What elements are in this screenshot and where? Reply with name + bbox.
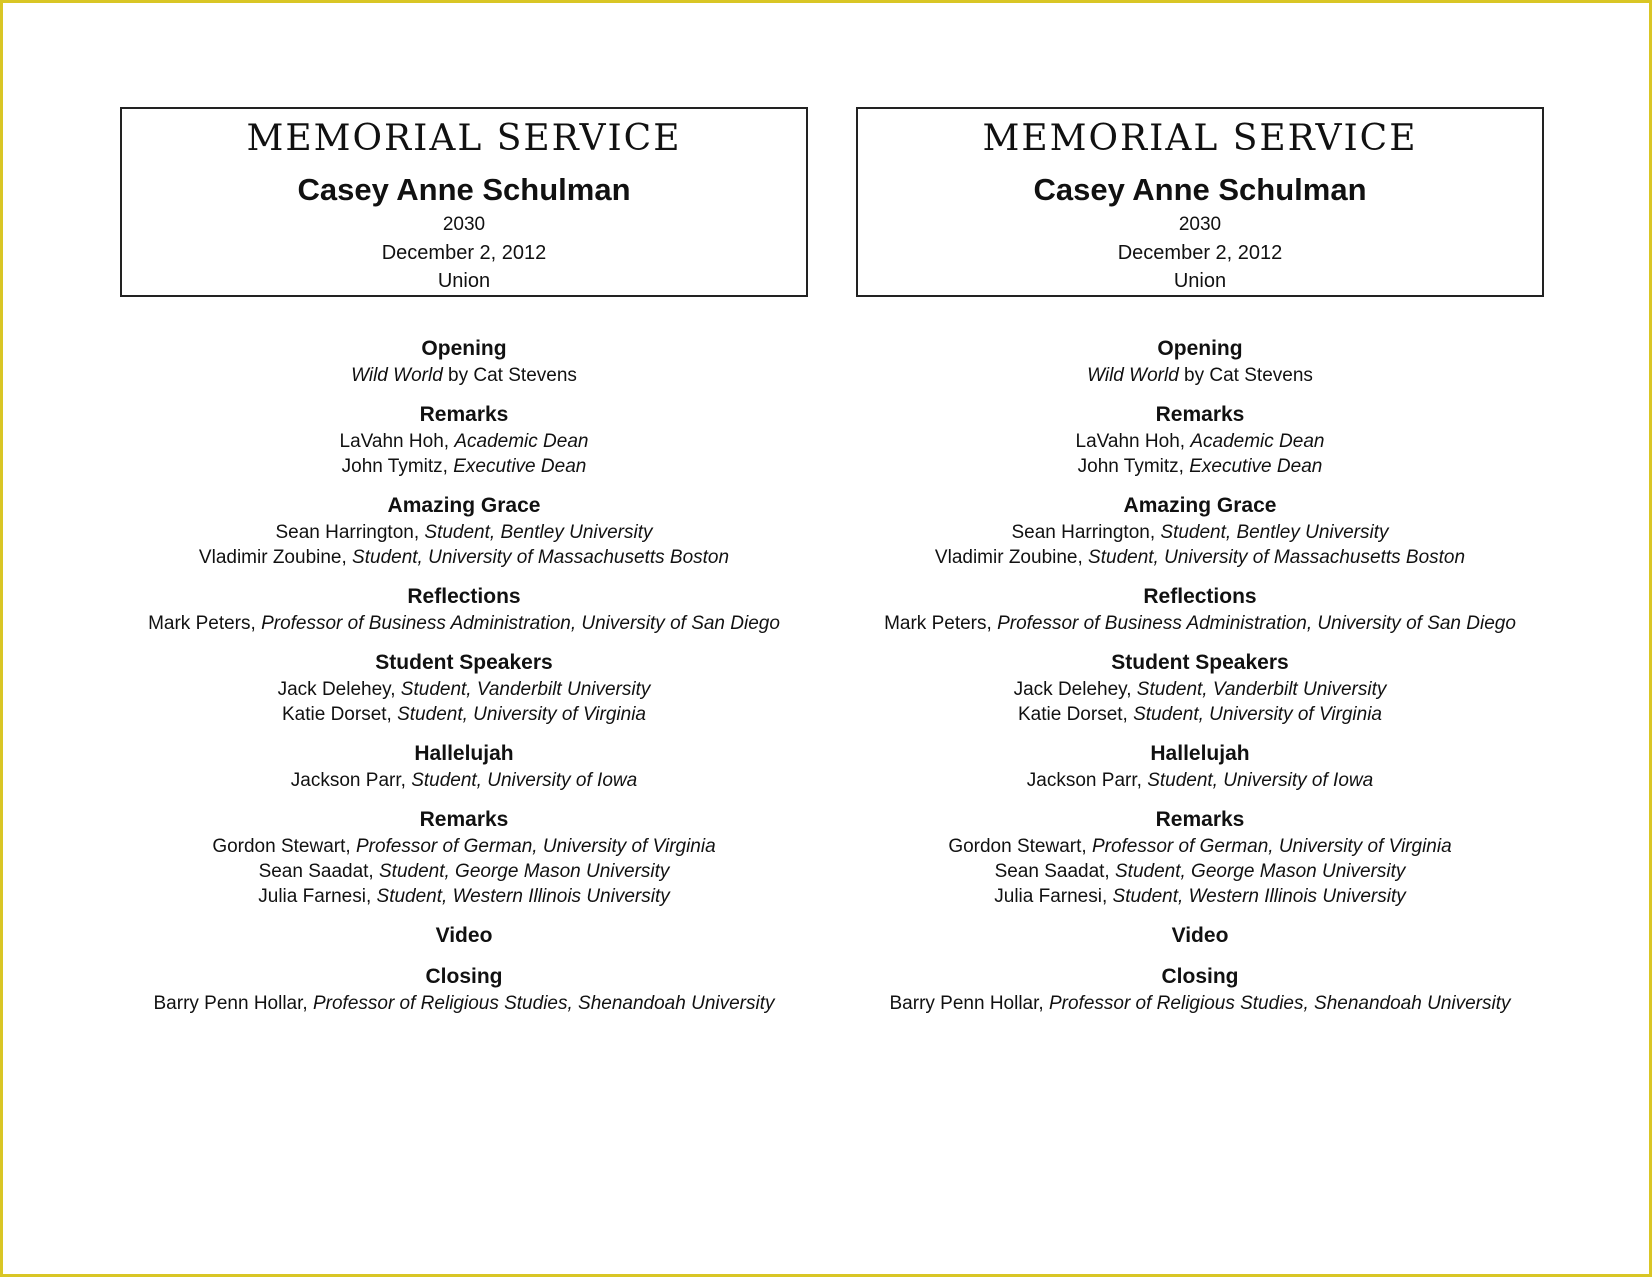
program-item-title: Student Speakers — [375, 651, 553, 674]
program-item-title: Reflections — [1143, 585, 1257, 608]
program-list — [856, 335, 1544, 1016]
program-item-line — [856, 702, 1544, 727]
participant-role: Student, Bentley University — [424, 522, 653, 543]
program-item-line — [120, 991, 808, 1016]
program-item — [120, 922, 808, 950]
participant-role: Student, Vanderbilt University — [400, 679, 651, 700]
program-list — [120, 335, 808, 1016]
participant-role: Student, Vanderbilt University — [1136, 679, 1387, 700]
participant-role: Professor of Religious Studies, Shenandoah University — [1048, 993, 1511, 1014]
honoree-name: Casey Anne Schulman — [1033, 172, 1367, 207]
participant-role: Academic Dean — [454, 431, 589, 452]
program-item — [120, 806, 808, 909]
participant-name: Katie Dorset, — [1018, 704, 1134, 725]
program-item-line — [120, 363, 808, 388]
program-item — [856, 922, 1544, 950]
program-item — [120, 335, 808, 388]
program-item-line — [856, 454, 1544, 479]
program-item-line — [120, 859, 808, 884]
program-item-line — [120, 702, 808, 727]
program-item-title: Remarks — [1155, 808, 1245, 831]
program-item-title: Opening — [421, 337, 507, 360]
participant-name: Katie Dorset, — [282, 704, 398, 725]
program-item-title: Reflections — [407, 585, 521, 608]
participant-role: Student, University of Massachusetts Boston — [352, 547, 730, 568]
program-item-line — [856, 611, 1544, 636]
participant-name: Vladimir Zoubine, — [934, 547, 1089, 568]
program-item-line — [120, 768, 808, 793]
header-box — [120, 107, 808, 297]
program-item-line — [856, 859, 1544, 884]
program-item-title: Remarks — [1155, 403, 1245, 426]
program-item-line — [856, 884, 1544, 909]
participant-role: Professor of German, University of Virginia — [355, 836, 716, 857]
program-item-line — [856, 363, 1544, 388]
program-item-line — [120, 834, 808, 859]
program-item-title: Hallelujah — [414, 742, 514, 765]
participant-name: John Tymitz, — [341, 456, 454, 477]
participant-role: Student, George Mason University — [379, 861, 670, 882]
participant-name: Mark Peters, — [884, 613, 998, 634]
participant-role: Student, University of Virginia — [397, 704, 646, 725]
program-item-title: Closing — [425, 965, 503, 988]
program-item — [856, 335, 1544, 388]
program-panel-left — [120, 107, 808, 1029]
program-item-line — [120, 884, 808, 909]
program-item-line — [120, 429, 808, 454]
service-title: MEMORIAL SERVICE — [246, 118, 682, 159]
program-item-title: Remarks — [419, 808, 509, 831]
participant-role: Student, University of Virginia — [1133, 704, 1382, 725]
program-item-line — [856, 545, 1544, 570]
program-item-title: Opening — [1157, 337, 1243, 360]
header-year: 2030 — [1178, 214, 1222, 235]
program-item-line — [856, 520, 1544, 545]
participant-name: Jackson Parr, — [1026, 770, 1148, 791]
participant-name: Jack Delehey, — [1013, 679, 1137, 700]
participant-role: Academic Dean — [1190, 431, 1325, 452]
program-item — [120, 583, 808, 636]
participant-name: Sean Saadat, — [258, 861, 379, 882]
participant-name: Sean Harrington, — [275, 522, 425, 543]
program-item-title: Amazing Grace — [387, 494, 541, 517]
program-item-line — [856, 768, 1544, 793]
participant-role: Student, University of Massachusetts Boston — [1088, 547, 1466, 568]
participant-role: Executive Dean — [1189, 456, 1323, 477]
service-title: MEMORIAL SERVICE — [982, 118, 1418, 159]
participant-name: Gordon Stewart, — [212, 836, 356, 857]
program-item — [120, 401, 808, 479]
program-item — [120, 492, 808, 570]
program-item-title: Student Speakers — [1111, 651, 1289, 674]
participant-name: Vladimir Zoubine, — [198, 547, 353, 568]
program-item-line — [120, 545, 808, 570]
program-item-line — [120, 454, 808, 479]
participant-name: Mark Peters, — [148, 613, 262, 634]
participant-name: Sean Harrington, — [1011, 522, 1161, 543]
program-item-line — [120, 520, 808, 545]
service-location: Union — [1173, 270, 1227, 292]
program-item-line — [856, 429, 1544, 454]
service-date: December 2, 2012 — [1117, 242, 1283, 264]
program-item-title: Video — [1171, 924, 1229, 947]
song-title: Wild World — [351, 365, 443, 386]
program-item-line — [856, 991, 1544, 1016]
program-item — [120, 649, 808, 727]
header-year: 2030 — [442, 214, 486, 235]
program-item-title: Hallelujah — [1150, 742, 1250, 765]
program-item — [856, 806, 1544, 909]
participant-name: John Tymitz, — [1077, 456, 1190, 477]
program-item-line — [856, 677, 1544, 702]
program-item — [856, 740, 1544, 793]
participant-role: Professor of Religious Studies, Shenandoah University — [312, 993, 775, 1014]
program-item — [856, 963, 1544, 1016]
program-item-line — [120, 611, 808, 636]
participant-name: Julia Farnesi, — [994, 886, 1113, 907]
participant-role: Student, Western Illinois University — [1112, 886, 1406, 907]
participant-name: Julia Farnesi, — [258, 886, 377, 907]
participant-role: Executive Dean — [453, 456, 587, 477]
program-item-title: Closing — [1161, 965, 1239, 988]
participant-role: Student, Bentley University — [1160, 522, 1389, 543]
participant-role: Student, George Mason University — [1115, 861, 1406, 882]
participant-name: Barry Penn Hollar, — [889, 993, 1049, 1014]
song-artist: by Cat Stevens — [442, 365, 577, 386]
program-item-title: Video — [435, 924, 493, 947]
participant-role: Student, Western Illinois University — [376, 886, 670, 907]
participant-name: Gordon Stewart, — [948, 836, 1092, 857]
participant-name: Jackson Parr, — [290, 770, 412, 791]
participant-role: Professor of German, University of Virginia — [1091, 836, 1452, 857]
participant-name: Jack Delehey, — [277, 679, 401, 700]
participant-name: Barry Penn Hollar, — [153, 993, 313, 1014]
song-artist: by Cat Stevens — [1178, 365, 1313, 386]
service-location: Union — [437, 270, 491, 292]
program-item — [856, 492, 1544, 570]
program-panel-right — [856, 107, 1544, 1029]
song-title: Wild World — [1087, 365, 1179, 386]
participant-name: LaVahn Hoh, — [1075, 431, 1191, 452]
participant-name: LaVahn Hoh, — [339, 431, 455, 452]
program-item-line — [120, 677, 808, 702]
participant-role: Student, University of Iowa — [1147, 770, 1374, 791]
honoree-name: Casey Anne Schulman — [297, 172, 631, 207]
program-item — [856, 649, 1544, 727]
program-item — [856, 583, 1544, 636]
participant-role: Student, University of Iowa — [411, 770, 638, 791]
participant-role: Professor of Business Administration, University of San Diego — [997, 613, 1516, 634]
program-item — [120, 963, 808, 1016]
program-item-line — [856, 834, 1544, 859]
program-item-title: Remarks — [419, 403, 509, 426]
participant-role: Professor of Business Administration, University of San Diego — [261, 613, 780, 634]
header-box — [856, 107, 1544, 297]
program-item — [120, 740, 808, 793]
program-item-title: Amazing Grace — [1123, 494, 1277, 517]
participant-name: Sean Saadat, — [994, 861, 1115, 882]
program-item — [856, 401, 1544, 479]
service-date: December 2, 2012 — [381, 242, 547, 264]
